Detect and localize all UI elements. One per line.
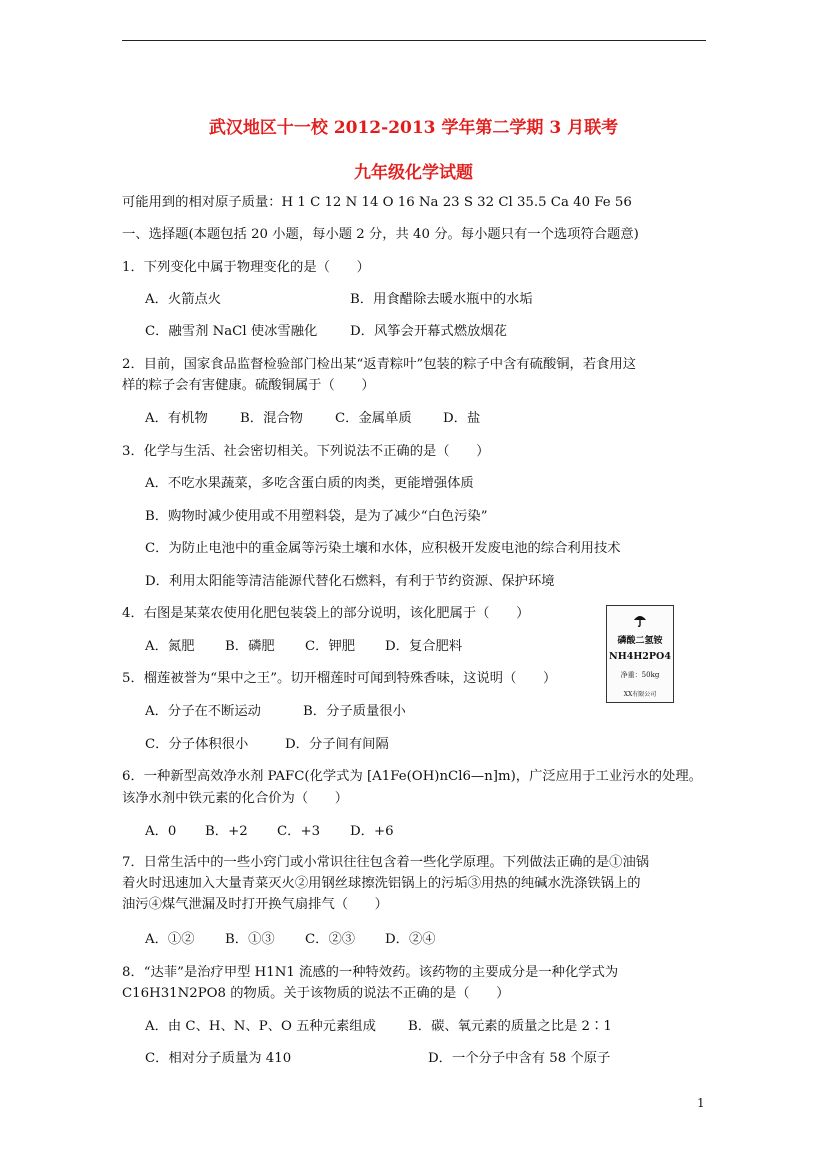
question-6-option-c: C．+3 bbox=[277, 824, 321, 839]
question-4-option-b: B．磷肥 bbox=[225, 639, 275, 654]
fertilizer-name: 磷酸二氢铵 bbox=[617, 636, 663, 646]
question-8-option-c: C．相对分子质量为 410 bbox=[145, 1051, 292, 1066]
question-6-option-d: D．+6 bbox=[350, 824, 394, 839]
question-7-option-d: D．②④ bbox=[385, 932, 436, 947]
header-rule bbox=[122, 40, 706, 41]
question-7-stem-line-3: 油污④煤气泄漏及时打开换气扇排气（ ） bbox=[122, 897, 388, 912]
question-2-option-d: D．盐 bbox=[443, 411, 481, 426]
question-1-stem: 1．下列变化中属于物理变化的是（ ） bbox=[122, 260, 370, 275]
question-5-option-d: D．分子间有间隔 bbox=[285, 737, 389, 752]
question-6-option-a: A．0 bbox=[145, 824, 177, 839]
question-4-option-d: D．复合肥料 bbox=[385, 639, 463, 654]
question-8-option-d: D．一个分子中含有 58 个原子 bbox=[428, 1051, 611, 1066]
exam-title: 武汉地区十一校 2012-2013 学年第二学期 3 月联考 bbox=[208, 118, 619, 138]
question-4-option-c: C．钾肥 bbox=[305, 639, 356, 654]
question-3-option-c: C．为防止电池中的重金属等污染土壤和水体，应积极开发废电池的综合利用技术 bbox=[145, 541, 621, 556]
question-7-option-b: B．①③ bbox=[225, 932, 275, 947]
page-number: 1 bbox=[697, 1096, 705, 1110]
question-3-option-d: D．利用太阳能等清洁能源代替化石燃料，有利于节约资源、保护环境 bbox=[145, 574, 555, 589]
question-8-option-b: B．碳、氧元素的质量之比是 2∶1 bbox=[408, 1019, 612, 1034]
question-2-option-b: B．混合物 bbox=[240, 411, 303, 426]
question-1-option-c: C．融雪剂 NaCl 使冰雪融化 bbox=[145, 324, 318, 339]
question-2-option-a: A．有机物 bbox=[145, 411, 208, 426]
question-6-option-b: B．+2 bbox=[205, 824, 248, 839]
exam-subtitle: 九年级化学试题 bbox=[354, 163, 473, 183]
section-header: 一、选择题(本题包括 20 小题，每小题 2 分，共 40 分。每小题只有一个选项符合题意) bbox=[122, 227, 639, 242]
question-3-option-a: A．不吃水果蔬菜，多吃含蛋白质的肉类，更能增强体质 bbox=[145, 476, 474, 491]
question-1-option-b: B．用食醋除去暖水瓶中的水垢 bbox=[350, 292, 533, 307]
question-5-option-c: C．分子体积很小 bbox=[145, 737, 249, 752]
question-5-option-b: B．分子质量很小 bbox=[303, 704, 406, 719]
fertilizer-formula: NH4H2PO4 bbox=[609, 651, 671, 662]
question-8-option-a: A．由 C、H、N、P、O 五种元素组成 bbox=[145, 1019, 376, 1034]
question-6-stem-line-1: 6．一种新型高效净水剂 PAFC(化学式为 [A1Fe(OH)nCl6—n]m)，广泛应用于工业污水的处理。 bbox=[122, 769, 702, 784]
question-3-stem: 3．化学与生活、社会密切相关。下列说法不正确的是（ ） bbox=[122, 444, 490, 459]
question-8-stem-line-2: C16H31N2PO8 的物质。关于该物质的说法不正确的是（ ） bbox=[122, 986, 510, 1001]
question-1-option-d: D．风筝会开幕式燃放烟花 bbox=[350, 324, 507, 339]
question-1-option-a: A．火箭点火 bbox=[145, 292, 222, 307]
question-5-option-a: A．分子在不断运动 bbox=[145, 704, 261, 719]
question-2-option-c: C．金属单质 bbox=[335, 411, 412, 426]
question-4-option-a: A．氮肥 bbox=[145, 639, 195, 654]
question-7-option-a: A．①② bbox=[145, 932, 195, 947]
fertilizer-label-figure bbox=[606, 605, 674, 703]
question-6-stem-line-2: 该净水剂中铁元素的化合价为（ ） bbox=[122, 791, 349, 806]
question-4-stem: 4．右图是某菜农使用化肥包装袋上的部分说明，该化肥属于（ ） bbox=[122, 606, 530, 621]
question-8-stem-line-1: 8．“达菲”是治疗甲型 H1N1 流感的一种特效药。该药物的主要成分是一种化学式为 bbox=[122, 965, 619, 980]
atomic-masses: 可能用到的相对原子质量：H 1 C 12 N 14 O 16 Na 23 S 32 Cl 35.5 Ca 40 Fe 56 bbox=[122, 195, 632, 210]
question-7-stem-line-1: 7．日常生活中的一些小窍门或小常识往往包含着一些化学原理。下列做法正确的是①油锅 bbox=[122, 855, 650, 870]
question-3-option-b: B．购物时减少使用或不用塑料袋，是为了减少“白色污染” bbox=[145, 509, 488, 524]
question-2-stem-line-2: 样的粽子会有害健康。硫酸铜属于（ ） bbox=[122, 378, 375, 393]
question-2-stem-line-1: 2．目前，国家食品监督检验部门检出某“返青粽叶”包装的粽子中含有硫酸铜，若食用这 bbox=[122, 357, 637, 372]
question-7-stem-line-2: 着火时迅速加入大量青菜灭火②用钢丝球擦洗铝锅上的污垢③用热的纯碱水洗涤铁锅上的 bbox=[122, 876, 641, 891]
umbrella-icon bbox=[607, 612, 673, 631]
question-5-stem: 5．榴莲被誉为“果中之王”。切开榴莲时可闻到特殊香味，这说明（ ） bbox=[122, 671, 557, 686]
fertilizer-company: XX有限公司 bbox=[623, 691, 657, 698]
fertilizer-net-weight: 净重：50kg bbox=[620, 671, 660, 679]
question-7-option-c: C．②③ bbox=[305, 932, 356, 947]
